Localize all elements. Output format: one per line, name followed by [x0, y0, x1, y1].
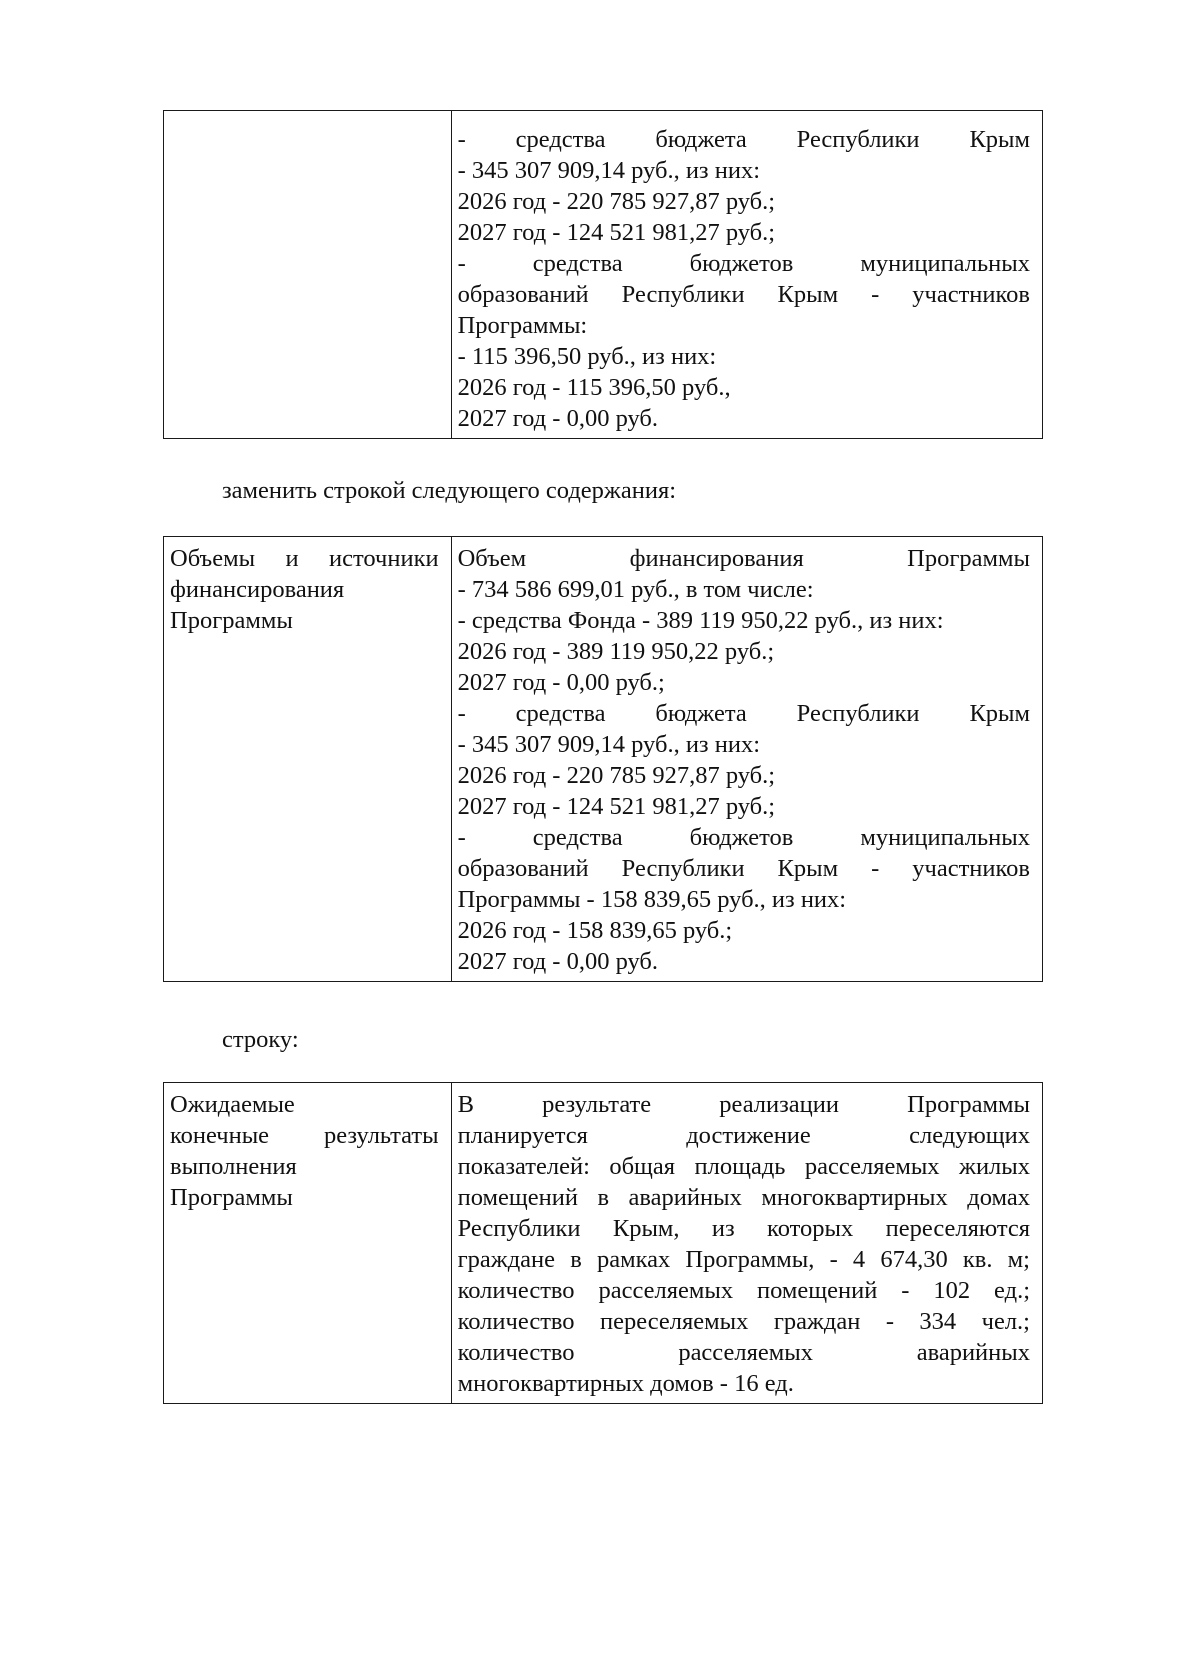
- replace-instruction: заменить строкой следующего содержания:: [222, 477, 677, 504]
- table1-right-line: образований Республики Крым - участников: [457, 281, 1030, 308]
- row-instruction: строку:: [222, 1026, 299, 1053]
- table1-right-line: 2027 год - 0,00 руб.: [457, 405, 659, 432]
- table2-right-line: 2026 год - 389 119 950,22 руб.;: [457, 638, 775, 665]
- table1-left-cell: [164, 111, 452, 439]
- table3-right-line: количество расселяемых аварийных: [457, 1339, 1030, 1366]
- financing-continuation-table: [163, 110, 1043, 439]
- table2-right-line: - средства бюджета Республики Крым: [457, 700, 1030, 727]
- table2-left-line: Программы: [170, 607, 293, 634]
- table2-left-cell: [164, 537, 452, 982]
- table3-right-line: В результате реализации Программы: [457, 1091, 1030, 1118]
- table-row: [164, 1083, 1043, 1404]
- table2-right-cell: [451, 537, 1042, 982]
- table2-right-line: 2027 год - 0,00 руб.: [457, 948, 659, 975]
- table2-right-line: 2027 год - 0,00 руб.;: [457, 669, 665, 696]
- table2-right-line: - средства Фонда - 389 119 950,22 руб., из них:: [457, 607, 944, 634]
- table3-left-line: конечные результаты: [170, 1122, 439, 1149]
- table3-right-line: помещений в аварийных многоквартирных домах: [457, 1184, 1030, 1211]
- table2-right-line: Программы - 158 839,65 руб., из них:: [457, 886, 847, 913]
- table3-right-line: количество переселяемых граждан - 334 чел.;: [457, 1308, 1030, 1335]
- table2-right-line: 2026 год - 220 785 927,87 руб.;: [457, 762, 776, 789]
- expected-results-table: [163, 1082, 1043, 1404]
- table2-right-line: - средства бюджетов муниципальных: [457, 824, 1030, 851]
- table1-right-line: 2026 год - 115 396,50 руб.,: [457, 374, 731, 401]
- table3-right-line: показателей: общая площадь расселяемых жилых: [457, 1153, 1030, 1180]
- table2-right-line: Объем финансирования Программы: [457, 545, 1030, 572]
- table1-right-line: 2026 год - 220 785 927,87 руб.;: [457, 188, 776, 215]
- table-row: [164, 537, 1043, 982]
- table3-right-line: количество расселяемых помещений - 102 ед.;: [457, 1277, 1030, 1304]
- table1-right-line: Программы:: [457, 312, 588, 339]
- table3-right-line: Республики Крым, из которых переселяются: [457, 1215, 1030, 1242]
- table2-left-line: Объемы и источники: [170, 545, 439, 572]
- table3-left-line: Программы: [170, 1184, 293, 1211]
- table2-right-line: 2026 год - 158 839,65 руб.;: [457, 917, 733, 944]
- table3-left-cell: [164, 1083, 452, 1404]
- table1-right-line: - 345 307 909,14 руб., из них:: [457, 157, 761, 184]
- table1-right-line: - 115 396,50 руб., из них:: [457, 343, 717, 370]
- table2-right-line: образований Республики Крым - участников: [457, 855, 1030, 882]
- table1-right-line: - средства бюджета Республики Крым: [457, 126, 1030, 153]
- table1-right-line: 2027 год - 124 521 981,27 руб.;: [457, 219, 776, 246]
- table2-right-line: - 345 307 909,14 руб., из них:: [457, 731, 761, 758]
- table3-right-line: многоквартирных домов - 16 ед.: [457, 1370, 794, 1397]
- table-row: [164, 111, 1043, 439]
- table3-left-line: Ожидаемые: [170, 1091, 295, 1118]
- table2-right-line: 2027 год - 124 521 981,27 руб.;: [457, 793, 776, 820]
- table3-right-cell: [451, 1083, 1042, 1404]
- table2-right-line: - 734 586 699,01 руб., в том числе:: [457, 576, 814, 603]
- table1-right-cell: [451, 111, 1042, 439]
- financing-volume-table: [163, 536, 1043, 982]
- table3-right-line: планируется достижение следующих: [457, 1122, 1030, 1149]
- table3-left-line: выполнения: [170, 1153, 297, 1180]
- table3-right-line: граждане в рамках Программы, - 4 674,30 кв. м;: [457, 1246, 1030, 1273]
- table2-left-line: финансирования: [170, 576, 345, 603]
- table1-right-line: - средства бюджетов муниципальных: [457, 250, 1030, 277]
